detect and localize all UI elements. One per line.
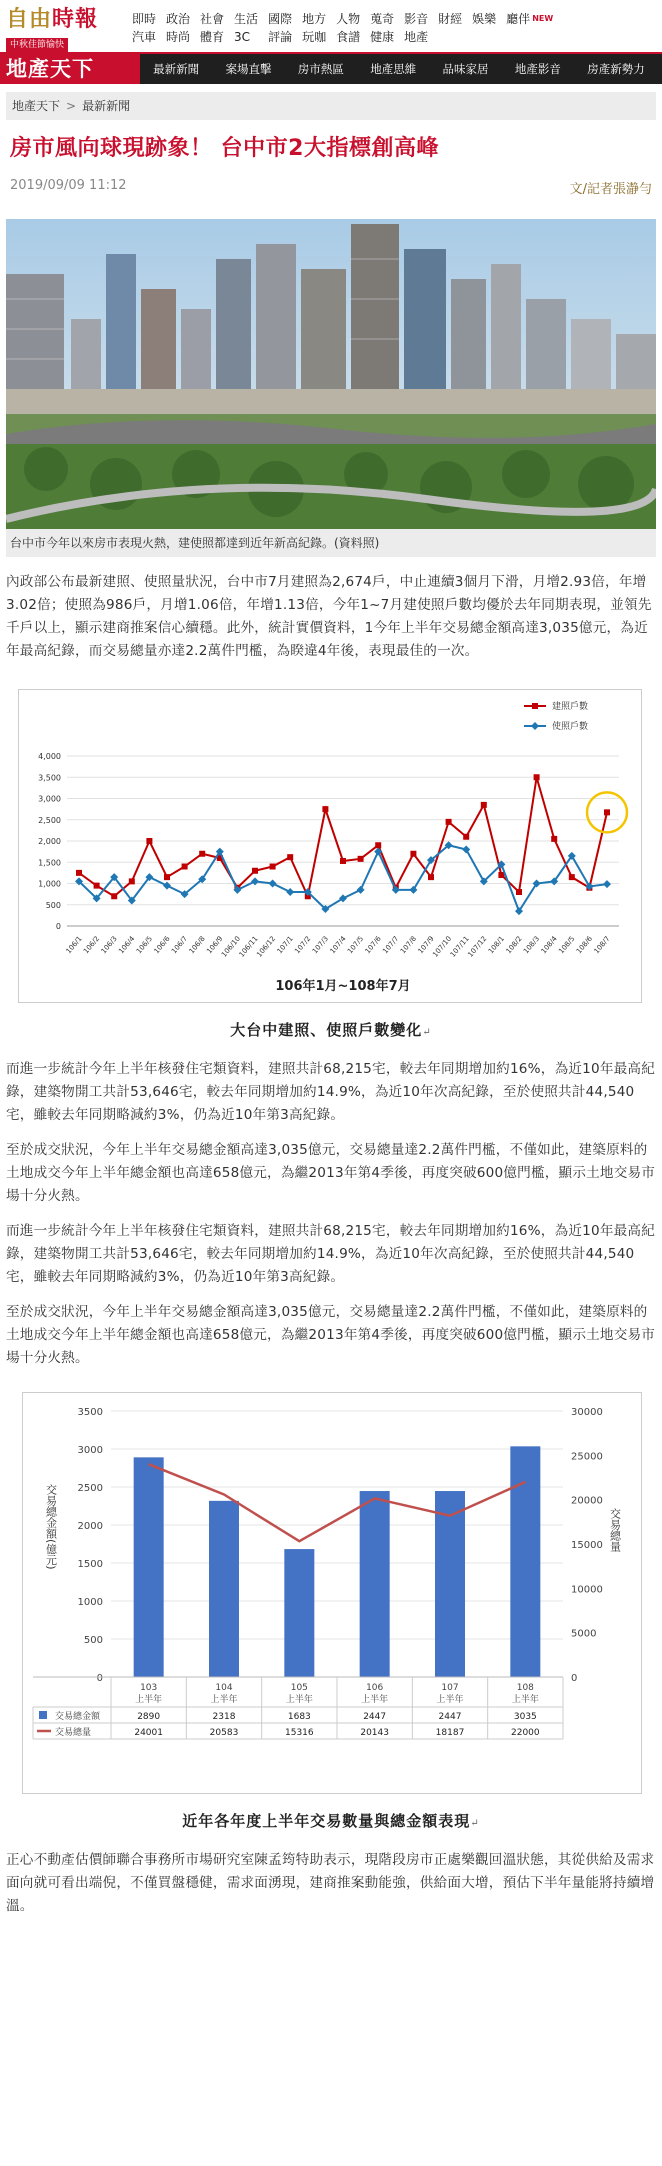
channel-nav [140,54,662,84]
x-tick-label: 106/3 [99,934,119,956]
channel-logo[interactable]: 地產天下 [0,54,140,84]
site-header [0,0,662,52]
category-label: 107 [441,1683,459,1693]
top-nav-item[interactable]: 國際 [268,12,293,26]
y-tick-label: 1000 [77,1597,103,1608]
legend-marker [532,703,538,709]
top-nav-item[interactable]: 玩咖 [302,30,327,44]
channel-nav-item[interactable]: 品味家居 [442,62,489,76]
chart-transactions-caption [0,1810,662,1831]
top-nav [132,10,553,46]
channel-nav-item[interactable]: 房市熱區 [297,62,344,76]
y-tick-label: 2000 [77,1521,103,1532]
site-logo[interactable] [6,6,128,50]
category-sublabel: 上半年 [285,1695,313,1705]
y-tick-label: 1,500 [38,858,61,868]
breadcrumb-item-home[interactable]: 地產天下 [12,99,61,113]
y-tick-label: 4,000 [38,752,61,761]
data-point [129,878,135,884]
table-value: 2447 [363,1712,387,1722]
y2-tick-label: 0 [571,1673,578,1684]
breadcrumb-separator: > [66,99,77,113]
y2-tick-label: 10000 [571,1584,603,1596]
table-value: 24001 [134,1728,163,1738]
top-nav-item[interactable]: 娛樂 [472,12,497,26]
data-point [269,880,277,888]
x-tick-label: 108/7 [592,934,612,956]
top-nav-item[interactable]: 社會 [200,12,225,26]
legend-marker [39,1711,47,1719]
article-photo [6,219,656,529]
legend-label: 交易總量 [55,1728,92,1738]
chart-permits [18,689,642,1003]
legend-label: 使照戶數 [552,722,589,732]
top-nav-item[interactable]: 廳伴 $^{NEW}$ [506,12,554,26]
data-point [199,851,205,857]
channel-bar [0,52,662,84]
y-tick-label: 3,500 [38,773,61,783]
data-point [551,836,557,842]
x-tick-label: 106/10 [220,934,242,959]
category-sublabel: 上半年 [361,1695,389,1705]
table-value: 2318 [212,1712,236,1722]
y2-tick-label: 5000 [571,1628,597,1640]
y-axis-label: 交易總金額(億元) [44,1484,58,1570]
data-point [525,1481,526,1482]
bar [510,1446,540,1677]
y-tick-label: 1,000 [38,879,61,889]
y-tick-label: 2500 [77,1483,103,1494]
category-label: 106 [366,1683,384,1693]
logo-subtitle: 中秋佳節愉快 [6,38,68,52]
article-paragraph: 至於成交狀況，今年上半年交易總金額高達3,035億元，交易總量達2.2萬件門檻，不僅如此，建築原料的土地成交今年上半年總金額也高達658億元，為繼2013年第4季後，再度突破600億門檻，顯示土地交易市場十分火熱。 [6,1304,656,1366]
table-value: 20583 [209,1728,239,1738]
data-point [410,851,416,857]
category-sublabel: 上半年 [210,1695,238,1705]
article-paragraph: 而進一步統計今年上半年核發住宅類資料，建照共計68,215宅，較去年同期增加約16%，為近10年最高紀錄，建築物開工共計53,646宅，較去年同期增加約14.9%，為近10年次高紀錄，至於使照共計44,540宅，雖較去年同期略減約3%，仍為近10年第3高紀錄。 [6,1061,656,1123]
data-point [498,872,504,878]
data-point [340,858,346,864]
chart-transactions-svg [23,1393,643,1795]
data-point [111,893,117,899]
top-nav-item[interactable]: 健康 [370,30,395,44]
data-point [374,1498,375,1499]
data-point [76,870,82,876]
x-tick-label: 107/2 [293,934,313,956]
x-tick-label: 107/10 [431,934,454,959]
city-skyline-image [6,219,656,529]
article-reporter: 文/記者張瀞勻 [569,182,652,197]
data-point [270,864,276,870]
bar [360,1491,390,1677]
x-tick-label: 106/5 [134,934,154,956]
top-nav-item[interactable]: 即時 [132,12,157,26]
data-point [287,854,293,860]
y-tick-label: 0 [55,922,61,931]
x-tick-label: 108/6 [574,934,594,956]
category-sublabel: 上半年 [511,1695,539,1705]
bar [134,1457,164,1677]
x-tick-label: 106/4 [117,934,137,956]
x-tick-label: 106/7 [170,934,190,956]
table-value: 15316 [285,1728,314,1738]
data-point [94,883,100,889]
data-point [463,834,469,840]
x-tick-label: 107/4 [328,934,348,956]
y-tick-label: 2,000 [38,837,61,846]
article-paragraph: 正心不動產估價師聯合事務所市場研究室陳孟筠特助表示，現階段房市正處樂觀回溫狀態，其從供給及需求面向就可看出端倪，不僅買盤穩健，需求面湧現，建商推案動能強，供給面大增，預估下半年量能將持續增溫。 [6,1852,655,1914]
x-tick-label: 107/11 [448,934,471,959]
top-nav-item[interactable]: 地方 [302,12,327,26]
data-point [163,882,171,890]
article-paragraph: 而進一步統計今年上半年核發住宅類資料，建照共計68,215宅，較去年同期增加約16%，為近10年最高紀錄，建築物開工共計53,646宅，較去年同期增加約14.9%，為近10年次高紀錄，至於使照共計44,540宅，雖較去年同期略減約3%，仍為近10年第3高紀錄。 [6,1223,656,1285]
data-point [375,842,381,848]
category-sublabel: 上半年 [436,1695,464,1705]
x-tick-label: 107/5 [346,934,366,956]
data-point [450,1515,451,1516]
paragraph-mark-icon: ↵ [422,1027,432,1038]
data-point [358,856,364,862]
x-tick-label: 107/9 [416,934,436,956]
series-line [79,777,607,896]
y-tick-label: 3000 [77,1445,103,1456]
y2-tick-label: 15000 [571,1540,603,1551]
x-tick-label: 108/2 [504,934,524,956]
new-badge: NEW [532,14,554,23]
data-point [322,806,328,812]
channel-nav-item[interactable]: 地產影音 [514,62,561,76]
x-tick-label: 106/12 [255,934,278,959]
data-point [569,874,575,880]
table-value: 3035 [513,1712,537,1722]
data-point [516,889,522,895]
legend-marker [531,722,539,730]
article-datetime: 2019/09/09 11:12 [10,178,127,193]
top-nav-item[interactable]: 影音 [404,12,429,26]
x-tick-label: 108/5 [557,934,577,956]
chart-transactions-caption-text: 近年各年度上半年交易數量與總金額表現 [182,1812,471,1830]
channel-nav-item[interactable]: 地產思維 [370,62,417,76]
data-point [462,846,470,854]
y-tick-label: 3500 [77,1407,103,1418]
breadcrumb [6,92,656,120]
x-tick-label: 106/11 [237,934,260,959]
channel-nav-item[interactable]: 房產新勢力 [587,62,645,76]
top-nav-item[interactable]: 食譜 [336,30,361,44]
data-point [146,838,152,844]
x-tick-label: 108/3 [522,934,542,956]
table-value: 2447 [438,1712,462,1722]
bar [284,1549,314,1677]
legend-label: 建照戶數 [552,702,589,712]
data-point [357,886,365,894]
top-nav-item[interactable]: 生活 [234,12,259,26]
y-tick-label: 2,500 [38,815,61,825]
table-value: 1683 [287,1712,311,1722]
table-value: 20143 [360,1728,389,1738]
x-tick-label: 106/6 [152,934,172,956]
data-point [534,774,540,780]
logo-text [6,6,128,32]
top-nav-item[interactable]: 評論 [268,30,293,44]
data-point [224,1494,225,1495]
channel-nav-item[interactable]: 最新新聞 [153,62,200,76]
x-tick-label: 108/4 [539,934,559,956]
x-tick-label: 106/2 [82,934,102,956]
category-sublabel: 上半年 [135,1695,163,1705]
top-nav-item[interactable]: 人物 [336,12,361,26]
chart-permits-caption [0,1019,662,1040]
chart-permits-caption-text: 大台中建照、使照戶數變化 [230,1021,423,1039]
photo-caption: 台中市今年以來房市表現火熱，建使照都達到近年新高紀錄。(資料照) [6,529,656,557]
data-point [164,874,170,880]
y2-tick-label: 20000 [571,1495,603,1507]
table-value: 22000 [511,1728,540,1738]
x-tick-label: 107/1 [275,934,295,956]
logo-text-part: 時報 [52,6,99,32]
x-tick-label: 106/8 [187,934,207,956]
y2-tick-label: 25000 [571,1451,603,1463]
x-tick-label: 107/8 [398,934,418,956]
bar [435,1491,465,1677]
top-nav-item[interactable]: 政治 [166,12,191,26]
bar [209,1501,239,1677]
top-nav-item[interactable]: 3C [234,30,251,44]
top-nav-item[interactable]: 蒐奇 [370,12,395,26]
x-tick-label: 107/12 [466,934,489,959]
data-point [604,809,610,815]
article-meta [0,164,662,197]
data-point [603,880,611,888]
article-paragraph: 內政部公布最新建照、使照量狀況，台中市7月建照為2,674戶，中止連續3個月下滑，月增2.93倍，年增3.02倍；使照為986戶，月增1.06倍，年增1.13倍，今年1~7月建使照戶數均優於去年同期表現，並領先千戶以上，顯示建商推案信心續穩。此外，統計實價資料，1今年上半年交易總金額高達3,035億元，為近年最高紀錄，而交易總量亦達2.2萬件門檻，為睽違4年後，表現最佳的一次。 [6,574,652,659]
x-tick-label: 107/7 [381,934,401,956]
category-label: 103 [140,1683,158,1693]
chart-transactions [22,1392,642,1794]
data-point [251,877,259,885]
paragraph-mark-icon: ↵ [470,1818,480,1829]
legend-label: 交易總金額 [55,1712,101,1722]
data-point [148,1464,149,1465]
data-point [286,888,294,896]
category-label: 104 [215,1683,233,1693]
y-tick-label: 500 [45,900,61,910]
y-tick-label: 1500 [77,1559,103,1570]
x-tick-label: 106/1 [64,934,84,956]
x-tick-label: 108/1 [486,934,506,956]
y2-tick-label: 30000 [571,1407,603,1418]
data-point [446,819,452,825]
breadcrumb-item-latest[interactable]: 最新新聞 [82,99,131,113]
y-tick-label: 3,000 [38,794,61,804]
chart-subtitle: 106年1月~108年7月 [275,979,411,994]
article-paragraph: 至於成交狀況，今年上半年交易總金額高達3,035億元，交易總量達2.2萬件門檻，不僅如此，建築原料的土地成交今年上半年總金額也高達658億元，為繼2013年第4季後，再度突破600億門檻，顯示土地交易市場十分火熱。 [6,1142,656,1204]
category-label: 105 [290,1683,308,1693]
channel-nav-item[interactable]: 案場直擊 [225,62,272,76]
data-point [481,802,487,808]
category-label: 108 [516,1683,534,1693]
chart-permits-svg [19,690,643,1004]
top-nav-item[interactable]: 財經 [438,12,463,26]
x-tick-label: 106/9 [205,934,225,956]
logo-text-part: 自由 [6,6,53,32]
table-value: 18187 [435,1728,465,1738]
article-title: 房市風向球現跡象！ 台中市2大指標創高峰 [10,136,439,161]
top-nav-item[interactable]: 體育 [200,30,225,44]
data-point [182,864,188,870]
table-value: 2890 [137,1712,161,1722]
top-nav-item[interactable]: 時尚 [166,30,191,44]
y-tick-label: 0 [96,1673,103,1684]
top-nav-item[interactable]: 地產 [404,30,429,44]
data-point [252,868,258,874]
data-point [428,874,434,880]
series-line [149,1464,526,1541]
data-point [299,1541,300,1542]
y2-axis-label: 交易總量 [608,1508,622,1552]
top-nav-item[interactable]: 汽車 [132,30,157,44]
x-tick-label: 107/3 [310,934,330,956]
y-tick-label: 500 [83,1635,103,1646]
x-tick-label: 107/6 [363,934,383,956]
